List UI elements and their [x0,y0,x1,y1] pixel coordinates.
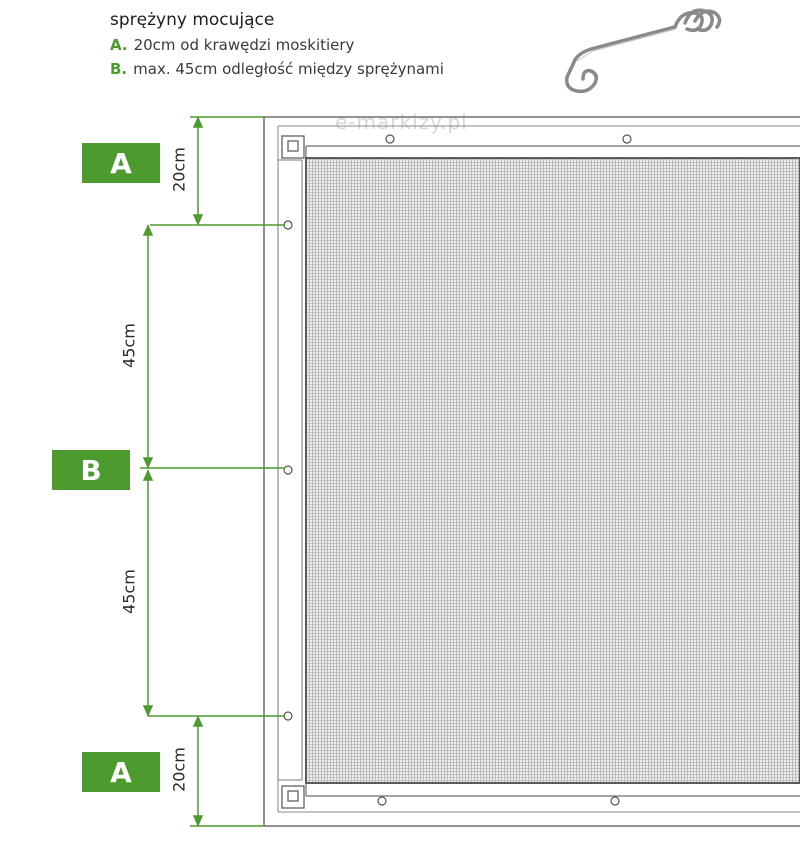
legend-key-a: A. [110,36,128,54]
mesh [306,158,800,783]
dim-upper: 45cm [119,323,139,368]
watermark: e-markizy.pl [335,110,468,134]
legend-title: sprężyny mocujące [110,10,275,30]
badge-a-top: A [82,143,160,183]
legend-key-b: B. [110,60,128,78]
badge-b: B [52,450,130,490]
legend-text-b: max. 45cm odległość między sprężynami [133,60,444,78]
dim-bottom: 20cm [169,747,189,792]
badge-a-bottom: A [82,752,160,792]
dim-lower: 45cm [119,569,139,614]
dim-top: 20cm [169,147,189,192]
legend-text-a: 20cm od krawędzi moskitiery [133,36,355,54]
